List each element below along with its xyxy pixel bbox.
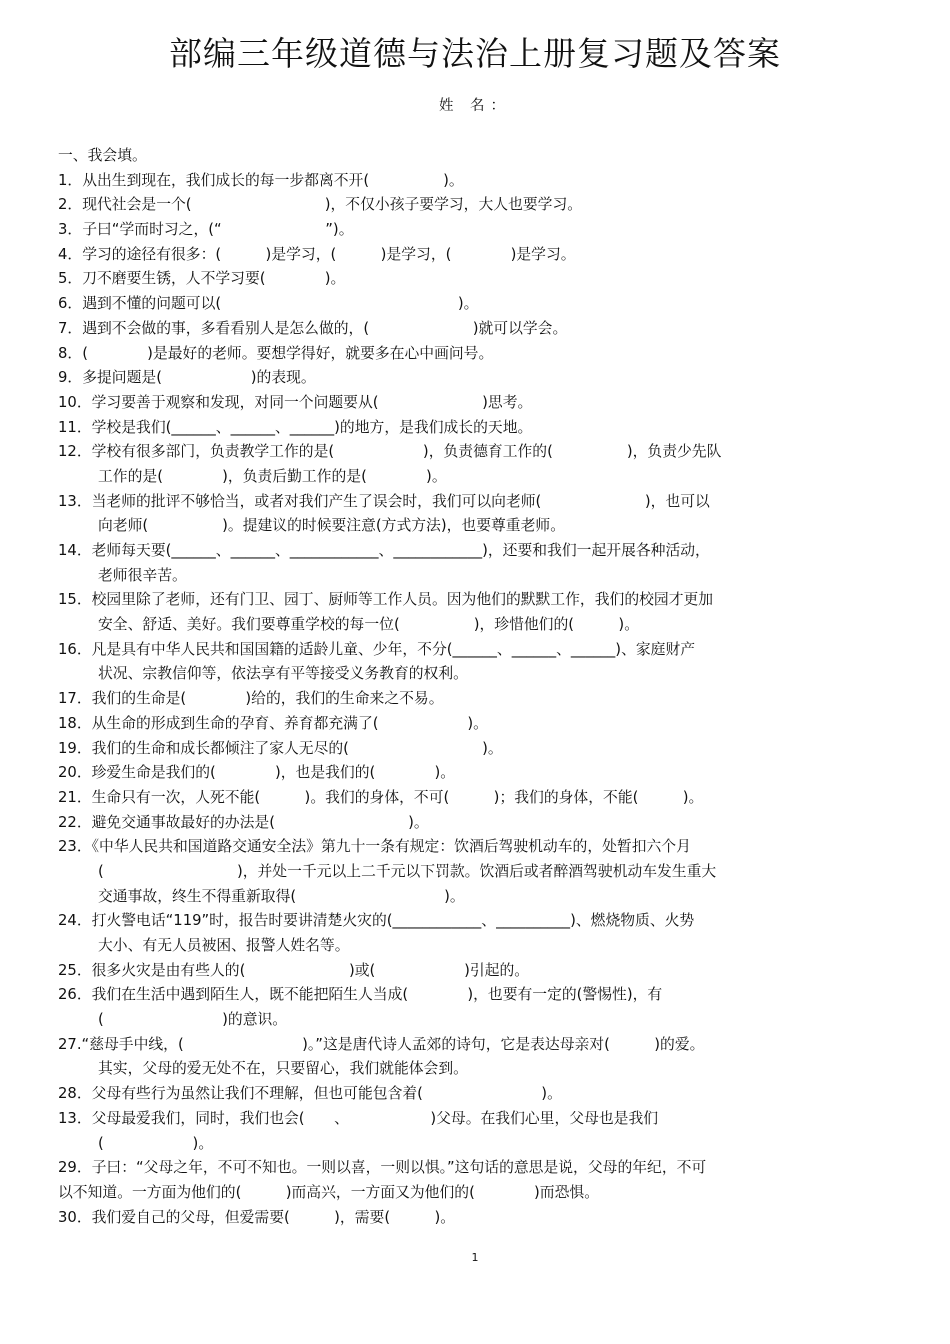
question-11: 11．学校是我们(______、______、______)的地方，是我们成长的天地。 xyxy=(58,418,533,436)
question-19: 19．我们的生命和成长都倾注了家人无尽的( )。 xyxy=(58,739,503,757)
question-16-continued: 状况、宗教信仰等，依法享有平等接受义务教育的权利。 xyxy=(98,665,468,683)
question-22: 22．避免交通事故最好的办法是( )。 xyxy=(58,813,429,831)
question-29-continued: 以不知道。一方面为他们的( )而高兴，一方面又为他们的( )而恐惧。 xyxy=(58,1183,599,1201)
question-13-continued: 向老师( )。提建议的时候要注意(方式方法)，也要尊重老师。 xyxy=(98,517,566,535)
question-26-continued: ( )的意识。 xyxy=(98,1011,288,1029)
question-12: 12．学校有很多部门，负责教学工作的是( )，负责德育工作的( )，负责少先队 xyxy=(58,443,722,461)
question-12-continued: 工作的是( )，负责后勤工作的是( )。 xyxy=(98,467,447,485)
question-18: 18．从生命的形成到生命的孕育、养育都充满了( )。 xyxy=(58,714,488,732)
question-17: 17．我们的生命是( )给的，我们的生命来之不易。 xyxy=(58,690,444,708)
question-9: 9．多提问题是( )的表现。 xyxy=(58,369,316,387)
question-15: 15．校园里除了老师，还有门卫、园丁、厨师等工作人员。因为他们的默默工作，我们的校园才更加 xyxy=(58,591,714,609)
name-field-label: 姓 名： xyxy=(438,98,512,114)
page-title: 部编三年级道德与法治上册复习题及答案 xyxy=(169,34,781,73)
question-23-continued: ( )，并处一千元以上二千元以下罚款。饮酒后或者醉酒驾驶机动车发生重大 xyxy=(98,862,717,880)
question-14: 14．老师每天要(______、______、____________、____________)，还要和我们一起开展各种活动， xyxy=(58,542,710,559)
question-5: 5．刀不磨要生锈，人不学习要( )。 xyxy=(58,270,346,288)
question-13b-continued: ( )。 xyxy=(98,1134,214,1152)
question-25: 25．很多火灾是由有些人的( )或( )引起的。 xyxy=(58,961,530,979)
question-6: 6．遇到不懂的问题可以( )。 xyxy=(58,295,479,313)
question-23-continued-2: 交通事故，终生不得重新取得( )。 xyxy=(98,887,465,905)
question-list xyxy=(58,144,894,1230)
question-29: 29．子曰：“父母之年，不可不知也。一则以喜，一则以惧。”这句话的意思是说，父母的年纪，不可 xyxy=(58,1159,707,1177)
question-27: 27.“慈母手中线，( )。”这是唐代诗人孟郊的诗句，它是表达母亲对( )的爱。 xyxy=(58,1035,705,1053)
question-20: 20．珍爱生命是我们的( )，也是我们的( )。 xyxy=(58,764,456,782)
question-15-continued: 安全、舒适、美好。我们要尊重学校的每一位( )，珍惜他们的( )。 xyxy=(98,616,639,634)
question-24-continued: 大小、有无人员被困、报警人姓名等。 xyxy=(98,937,350,954)
question-2: 2．现代社会是一个( )，不仅小孩子要学习，大人也要学习。 xyxy=(58,196,583,214)
question-1: 1．从出生到现在，我们成长的每一步都离不开( )。 xyxy=(58,171,464,189)
question-13b: 13．父母最爱我们，同时，我们也会( 、 )父母。在我们心里，父母也是我们 xyxy=(58,1109,659,1127)
question-10: 10．学习要善于观察和发现，对同一个问题要从( )思考。 xyxy=(58,393,533,411)
section-heading: 一、我会填。 xyxy=(58,147,147,164)
question-8: 8．( )是最好的老师。要想学得好，就要多在心中画问号。 xyxy=(58,344,494,362)
question-4: 4．学习的途径有很多：( )是学习，( )是学习，( )是学习。 xyxy=(58,245,576,263)
question-14-continued: 老师很辛苦。 xyxy=(98,566,187,584)
question-21: 21．生命只有一次，人死不能( )。我们的身体，不可( )；我们的身体，不能( )。 xyxy=(58,788,704,806)
question-7: 7．遇到不会做的事，多看看别人是怎么做的，( )就可以学会。 xyxy=(58,319,568,337)
question-16: 16．凡是具有中华人民共和国国籍的适龄儿童、少年，不分(______、______、______)、家庭财产 xyxy=(58,640,696,658)
question-27-continued: 其实，父母的爱无处不在，只要留心，我们就能体会到。 xyxy=(98,1060,468,1078)
question-28: 28．父母有些行为虽然让我们不理解，但也可能包含着( )。 xyxy=(58,1085,562,1103)
page-number: 1 xyxy=(471,1251,479,1264)
question-13: 13．当老师的批评不够恰当，或者对我们产生了误会时，我们可以向老师( )，也可以 xyxy=(58,492,710,510)
question-24: 24．打火警电话“119”时，报告时要讲清楚火灾的(____________、__________)、燃烧物质、火势 xyxy=(58,912,695,930)
question-3: 3．子曰“学而时习之，(“ ”)。 xyxy=(58,221,354,239)
question-26: 26．我们在生活中遇到陌生人，既不能把陌生人当成( )，也要有一定的(警惕性)，有 xyxy=(58,986,663,1004)
question-30: 30．我们爱自己的父母，但爱需要( )，需要( )。 xyxy=(58,1208,456,1226)
question-23: 23．《中华人民共和国道路交通安全法》第九十一条有规定：饮酒后驾驶机动车的，处暂扣六个月 xyxy=(58,838,691,856)
